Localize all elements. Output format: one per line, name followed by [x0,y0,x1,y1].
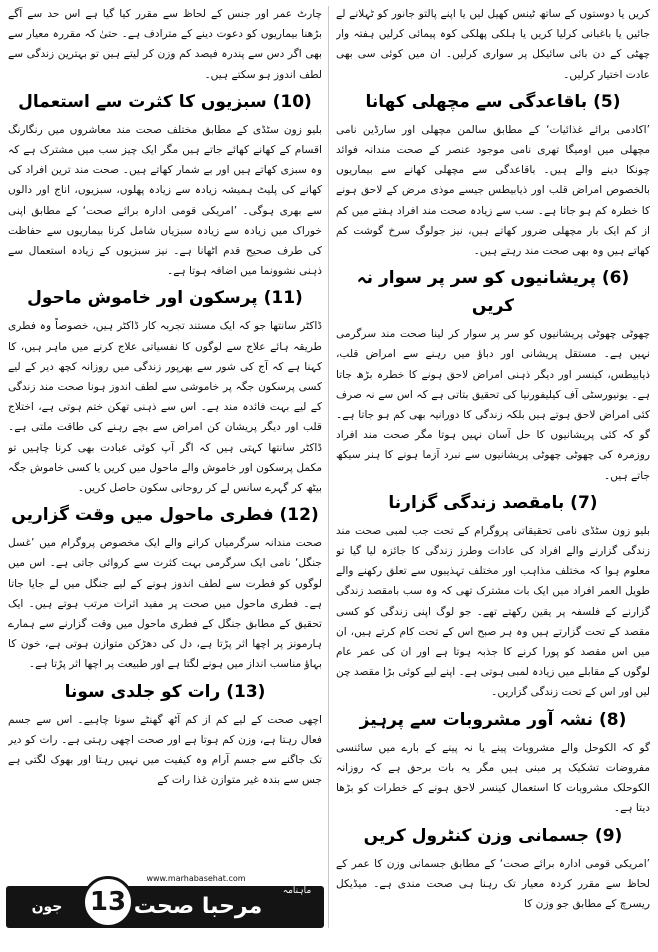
paragraph: بلیو زون سٹڈی نامی تحقیقاتی پروگرام کے تحت جب لمبی صحت مند زندگی گزارنے والے افراد کی عادات وطرز زندگی کا جائزہ لیا گیا تو معلوم ہوا کہ مختلف مذاہب اور مختلف تہذیبوں سے تعلق رکھنے والے طویل العمر افراد میں ایک بات مشترک تھی کہ وہ سب بامقصد زندگی گزارنے کے فلسفہ پر یقین رکھتے تھے۔ جو لوگ اپنی زندگی کو کسی مقصد کے تحت گزارتے ہیں وہ ہر صبح اس کے تحت کام کرتے ہیں، ان میں اس مقصد کو پورا کرنے کا جذبہ ہوتا ہے اور ان کی عمر عام لوگوں کے مقابلے میں زیادہ لمبی ہوتی ہے۔ اپنے لیے کوئی بڑا مقصد چن لیں اور اس کے تحت زندگی گزاریں۔ [336,524,650,699]
section-heading: (11) پرسکون اور خاموش ماحول [27,288,303,309]
paragraph: ڈاکٹر سانتھا جو کہ ایک مستند تجربہ کار ڈاکٹر ہیں، خصوصاً وہ فطری طریقہ ہائے علاج سے لوگوں کا نفسیاتی علاج کرنے میں ماہر ہیں، کا کہنا ہے کہ آج کی شور سے بھرپور زندگی میں روزانہ کچھ دیر کے لیے کسی پرسکون جگہ پر خاموشی سے لطف اندوز ہونا صحت مند زندگی کے لیے بہت فائدہ مند ہے۔ اس سے ذہنی تھکن ختم ہوتی ہے، اختلاج قلب اور دیگر پریشان کن امراض سے بچے رہنے کی طاقت ملتی ہے۔ ڈاکٹر سانتھا کہتی ہیں کہ اگر آپ کوئی عبادت بھی کرنا چاہیں تو مکمل پرسکون اور خاموش والے ماحول میں کریں یا کسی خاموش جگہ بیٹھ کر گہرے سانس لے کر روحانی سکون حاصل کریں۔ [8,320,322,495]
paragraph: ’اکادمی برائے غذائیات‘ کے مطابق سالمن مچھلی اور سارڈین نامی مچھلی میں اومیگا تھری نامی موجود عنصر کے صحت مندانہ فوائد چونکا دینے والے ہیں۔ باقاعدگی سے مچھلی کھانے سے بیماریوں بالخصوص امراض قلب اور ذیابیطس جیسے موذی مرض کے لاحق ہونے کا خطرہ کم ہو جاتا ہے۔ سب سے زیادہ صحت مند افراد ہفتے میں کم از کم ایک بار مچھلی ضرور کھاتے ہیں، نیز جولوگ سرخ گوشت کم کھاتے ہیں وہ بھی صحت مند رہتے ہیں۔ [336,123,650,258]
issue-date: جون 2023ء [23,899,71,945]
paragraph: چھوٹی چھوٹی پریشانیوں کو سر پر سوار کر لینا صحت مند سرگرمی نہیں ہے۔ مستقل پریشانی اور دباؤ میں رہنے سے امراض قلب، ذیابیطس، کینسر اور دیگر ذہنی امراض لاحق ہونے کا خطرہ بڑھ جاتا ہے۔ یونیورسٹی آف کیلیفورنیا کی تحقیق بتاتی ہے کہ اس سے نہ صرف کئی امراض لاحق ہوتے ہیں بلکہ زندگی کا دورانیہ بھی کم ہو جاتا ہے۔ گو کہ کئی پریشانیوں کا حل آسان نہیں ہوتا مگر صحت مند افراد روزمرہ کی چھوٹی چھوٹی پریشانیوں سے نبرد آزما ہونے کا ہنر سیکھ جاتے ہیں۔ [336,328,650,482]
section-heading: (8) نشہ آور مشروبات سے پرہیز [359,709,627,730]
section-heading: (12) فطری ماحول میں وقت گزاریں [11,505,319,526]
paragraph: بلیو زون سٹڈی کے مطابق مختلف صحت مند معاشروں میں رنگارنگ اقسام کے کھانے کھائے جاتے ہیں مگر ایک چیز سب میں مشترک ہے کہ وہ سبزی کھاتے ہیں اور بے شمار کھاتے ہیں۔ صحت مند ترین افراد کی کھانے کی پلیٹ ہمیشہ زیادہ سے زیادہ پھلوں، سبزیوں، اناج اور دالوں سے بھری ہوگی۔ ’امریکی قومی ادارہ برائے صحت‘ کے مطابق اپنی خوراک میں زیادہ سے زیادہ سبزیاں شامل کرنا بیماریوں سے حفاظت کی طرف صحیح قدم اٹھانا ہے۔ نیز سبزیوں کے زیادہ استعمال سے ذہنی نشوونما میں اضافہ ہوتا ہے۔ [8,123,322,278]
column-divider [328,6,329,928]
paragraph: اچھی صحت کے لیے کم از کم آٹھ گھنٹے سونا چاہیے۔ اس سے جسم فعال رہتا ہے، وزن کم ہوتا ہے اور صحت اچھی رہتی ہے۔ رات کو دیر تک جاگنے سے جسم آرام وہ کیفیت میں نہیں رہتا اور بھوک لگتی ہے جس سے بندہ غیر متوازن غذا رات کے [8,713,322,787]
paragraph: کریں یا دوستوں کے ساتھ ٹینس کھیل لیں یا اپنے پالتو جانور کو ٹہلانے لے جائیں یا باغبانی کرلیا کریں یا ہلکی پھلکی کوہ پیمائی کرلیں ہفتہ وار چھٹی کے دن بائی سائیکل پر سواری کرلیں۔ ان میں کوئی سی بھی عادت اختیار کرلیں۔ [336,8,650,81]
section-heading: (6) پریشانیوں کو سر پر سوار نہ کریں [356,268,630,317]
section-heading: (5) باقاعدگی سے مچھلی کھانا [365,91,621,112]
section-heading: (13) رات کو جلدی سونا [64,681,266,702]
paragraph: چارٹ عمر اور جنس کے لحاظ سے مقرر کیا گیا ہے اس حد سے آگے بڑھنا بیماریوں کو دعوت دینے کے مترادف ہے۔ حتیٰ کہ مقررہ معیار سے بھی اگر دس سے پندرہ فیصد کم وزن کر لیتے ہیں تو بہترین زندگی سے لطف اندوز ہو سکتے ہیں۔ [8,8,322,81]
masthead-footer [6,874,326,945]
left-column [8,4,322,872]
website-url: www.marhabasehat.com [146,874,246,883]
paragraph: گو کہ الکوحل والے مشروبات پینے یا نہ پینے کے بارے میں سائنسی مفروضات تشکیک پر مبنی ہیں مگر یہ بات برحق ہے کہ روزانہ الکوحلک مشروبات کا استعمال کینسر لاحق ہونے کے خطرات کو بڑھا دیتا ہے۔ [336,741,650,815]
section-heading: (9) جسمانی وزن کنٹرول کریں [363,825,623,846]
page-number: 13 [82,876,134,928]
paragraph: ’امریکی قومی ادارہ برائے صحت‘ کے مطابق جسمانی وزن کا عمر کے لحاظ سے مقرر کردہ معیار تک رہنا ہی صحت مندی ہے۔ میڈیکل ریسرچ کے مطابق جو وزن کا [336,857,650,910]
brand-tagline: ماہنامہ [282,886,312,896]
brand-logo: مرحبا صحت [133,894,263,919]
section-heading: (10) سبزیوں کا کثرت سے استعمال [18,91,312,112]
right-column [336,4,650,930]
masthead-bar [6,886,324,945]
section-heading: (7) بامقصد زندگی گزارنا [388,492,598,513]
paragraph: صحت مندانہ سرگرمیاں کرانے والے ایک مخصوص پروگرام میں ’غسل جنگل‘ نامی ایک سرگرمی بہت کثرت سے کروائی جاتی ہے۔ اس میں لوگوں کو فطرت سے لطف اندوز ہونے کے لیے جنگل میں لے جایا جاتا ہے۔ فطری ماحول میں صحت پر مفید اثرات مرتب ہوتے ہیں۔ ایک تحقیق کے مطابق جنگل کے فطری ماحول میں وقت گزارنے سے ہمارے ہارمونز پر اچھا اثر پڑتا ہے، دل کی دھڑکن متوازن ہوتی ہے، خون کا بہاؤ مناسب انداز میں ہونے لگتا ہے اور طبیعت پر اچھا اثر پڑتا ہے۔ [8,537,322,671]
